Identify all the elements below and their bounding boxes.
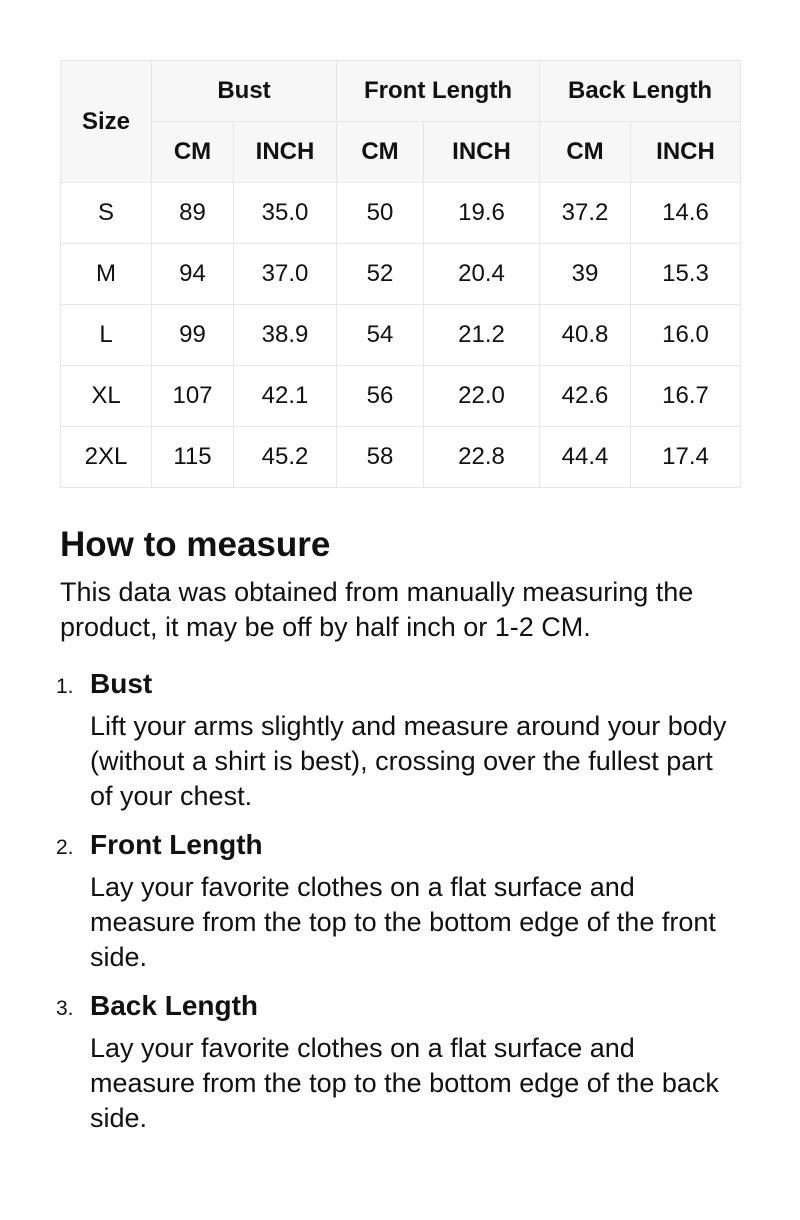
table-cell: 99 (152, 305, 234, 366)
table-row (61, 305, 741, 366)
step-title: Back Length (90, 989, 259, 1021)
back-length-group-header: Back Length (540, 61, 741, 122)
table-cell: 14.6 (631, 183, 741, 244)
step-number: 1. (56, 674, 74, 698)
measure-intro-text: This data was obtained from manually measuring the product, it may be off by half inch or 1-2 CM. (60, 576, 694, 642)
size-cell: XL (61, 366, 152, 427)
step-title: Bust (90, 667, 153, 699)
table-cell: 16.7 (631, 366, 741, 427)
size-guide (56, 60, 740, 1150)
size-column-header: Size (61, 61, 152, 183)
unit-header: CM (540, 122, 631, 183)
step-description: Lay your favorite clothes on a flat surface and measure from the top to the bottom edge of the back side. (90, 1032, 719, 1133)
table-cell: 16.0 (631, 305, 741, 366)
table-cell: 44.4 (540, 427, 631, 488)
size-chart-table (60, 60, 741, 488)
table-cell: 35.0 (234, 183, 337, 244)
step-description: Lay your favorite clothes on a flat surface and measure from the top to the bottom edge of the front side. (90, 871, 716, 972)
step-title: Front Length (90, 828, 263, 860)
table-cell: 50 (337, 183, 424, 244)
unit-header: INCH (631, 122, 741, 183)
size-cell: L (61, 305, 152, 366)
size-cell: M (61, 244, 152, 305)
table-cell: 45.2 (234, 427, 337, 488)
table-row (61, 244, 741, 305)
table-row (61, 366, 741, 427)
list-item (56, 667, 740, 814)
table-header-row (61, 61, 741, 122)
list-item (56, 989, 740, 1136)
table-cell: 40.8 (540, 305, 631, 366)
table-cell: 56 (337, 366, 424, 427)
table-cell: 37.0 (234, 244, 337, 305)
bust-group-header: Bust (152, 61, 337, 122)
table-unit-row (61, 122, 741, 183)
table-cell: 115 (152, 427, 234, 488)
measure-steps-list (56, 667, 740, 1136)
step-number: 2. (56, 835, 74, 859)
table-cell: 15.3 (631, 244, 741, 305)
table-cell: 42.6 (540, 366, 631, 427)
size-cell: 2XL (61, 427, 152, 488)
step-description: Lift your arms slightly and measure around your body (without a shirt is best), crossing over the fullest part of your chest. (90, 710, 727, 811)
table-cell: 22.0 (424, 366, 540, 427)
unit-header: CM (152, 122, 234, 183)
table-cell: 22.8 (424, 427, 540, 488)
table-cell: 107 (152, 366, 234, 427)
list-item (56, 828, 740, 975)
table-cell: 38.9 (234, 305, 337, 366)
table-row (61, 427, 741, 488)
size-cell: S (61, 183, 152, 244)
table-cell: 42.1 (234, 366, 337, 427)
how-to-measure-heading: How to measure (60, 525, 331, 564)
table-cell: 19.6 (424, 183, 540, 244)
table-cell: 58 (337, 427, 424, 488)
table-row (61, 183, 741, 244)
table-cell: 54 (337, 305, 424, 366)
table-cell: 52 (337, 244, 424, 305)
table-cell: 21.2 (424, 305, 540, 366)
table-cell: 39 (540, 244, 631, 305)
unit-header: INCH (234, 122, 337, 183)
unit-header: INCH (424, 122, 540, 183)
table-cell: 20.4 (424, 244, 540, 305)
front-length-group-header: Front Length (337, 61, 540, 122)
table-cell: 17.4 (631, 427, 741, 488)
step-number: 3. (56, 996, 74, 1020)
table-cell: 94 (152, 244, 234, 305)
table-cell: 37.2 (540, 183, 631, 244)
table-cell: 89 (152, 183, 234, 244)
unit-header: CM (337, 122, 424, 183)
